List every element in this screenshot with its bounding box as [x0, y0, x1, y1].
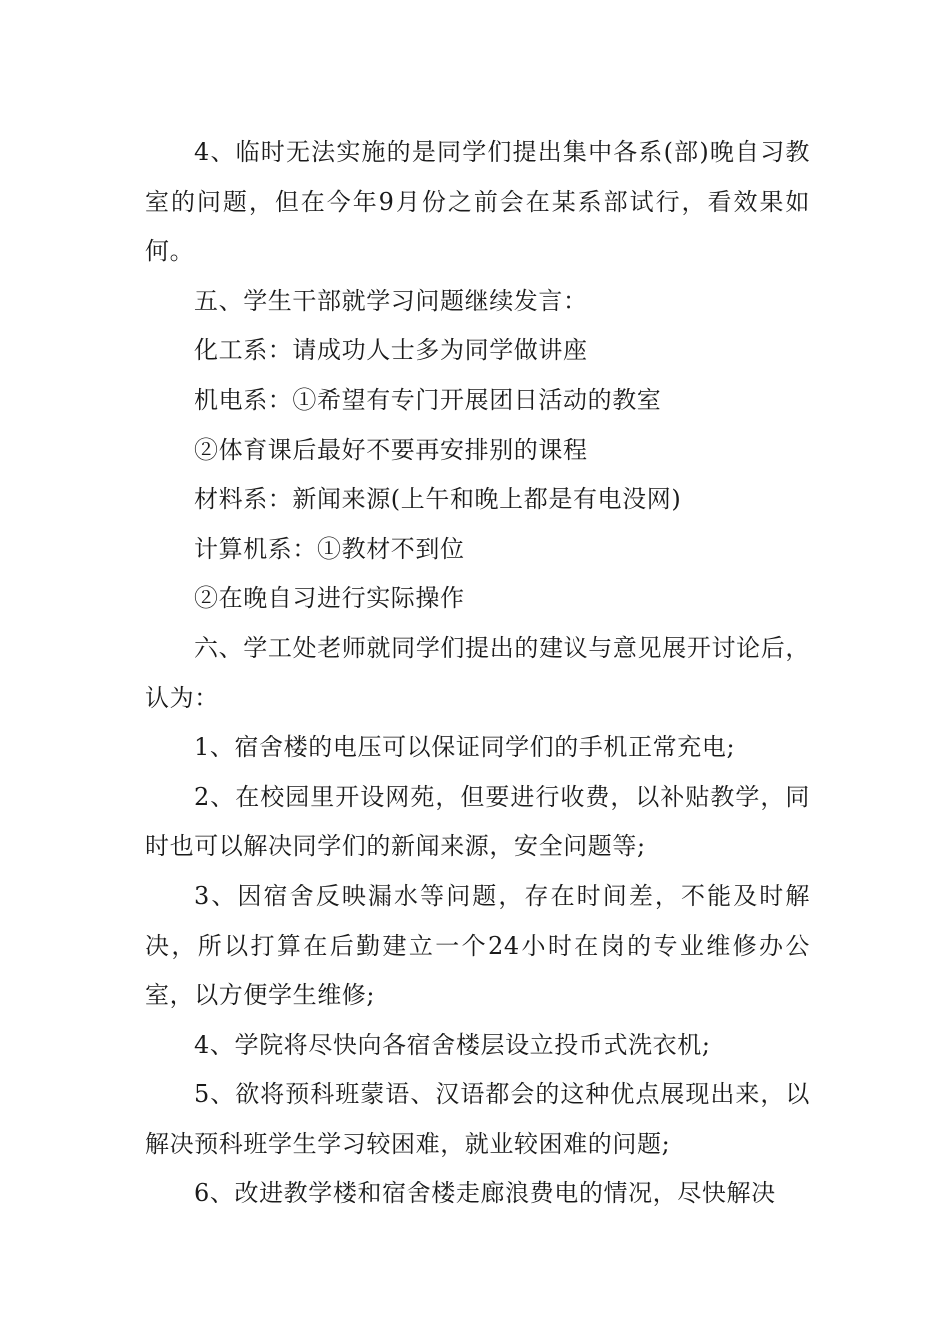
paragraph-4: 机电系：①希望有专门开展团日活动的教室 — [194, 385, 662, 414]
paragraph-15: 6、改进教学楼和宿舍楼走廊浪费电的情况，尽快解决 — [194, 1179, 776, 1208]
paragraph-9: 六、学工处老师就同学们提出的建议与意见展开讨论后，认为： — [145, 633, 810, 712]
document-body — [145, 128, 810, 1219]
paragraph-6: 材料系：新闻来源(上午和晚上都是有电没网) — [194, 485, 682, 514]
paragraph-1: 4、临时无法实施的是同学们提出集中各系(部)晚自习教室的问题，但在今年9月份之前会在某系部试行，看效果如何。 — [145, 138, 810, 266]
paragraph-8: ②在晚自习进行实际操作 — [194, 584, 465, 613]
paragraph-13: 4、学院将尽快向各宿舍楼层设立投币式洗衣机; — [194, 1030, 711, 1059]
paragraph-2: 五、学生干部就学习问题继续发言： — [194, 286, 588, 315]
paragraph-7: 计算机系：①教材不到位 — [194, 534, 465, 563]
paragraph-12: 3、因宿舍反映漏水等问题，存在时间差，不能及时解决，所以打算在后勤建立一个24小时在岗的专业维修办公室，以方便学生维修; — [145, 881, 810, 1010]
paragraph-5: ②体育课后最好不要再安排别的课程 — [194, 435, 588, 464]
paragraph-10: 1、宿舍楼的电压可以保证同学们的手机正常充电; — [194, 733, 736, 762]
paragraph-3: 化工系：请成功人士多为同学做讲座 — [194, 336, 588, 365]
paragraph-11: 2、在校园里开设网苑，但要进行收费，以补贴教学，同时也可以解决同学们的新闻来源，安全问题等; — [145, 782, 810, 861]
paragraph-14: 5、欲将预科班蒙语、汉语都会的这种优点展现出来，以解决预科班学生学习较困难，就业较困难的问题; — [145, 1080, 810, 1158]
